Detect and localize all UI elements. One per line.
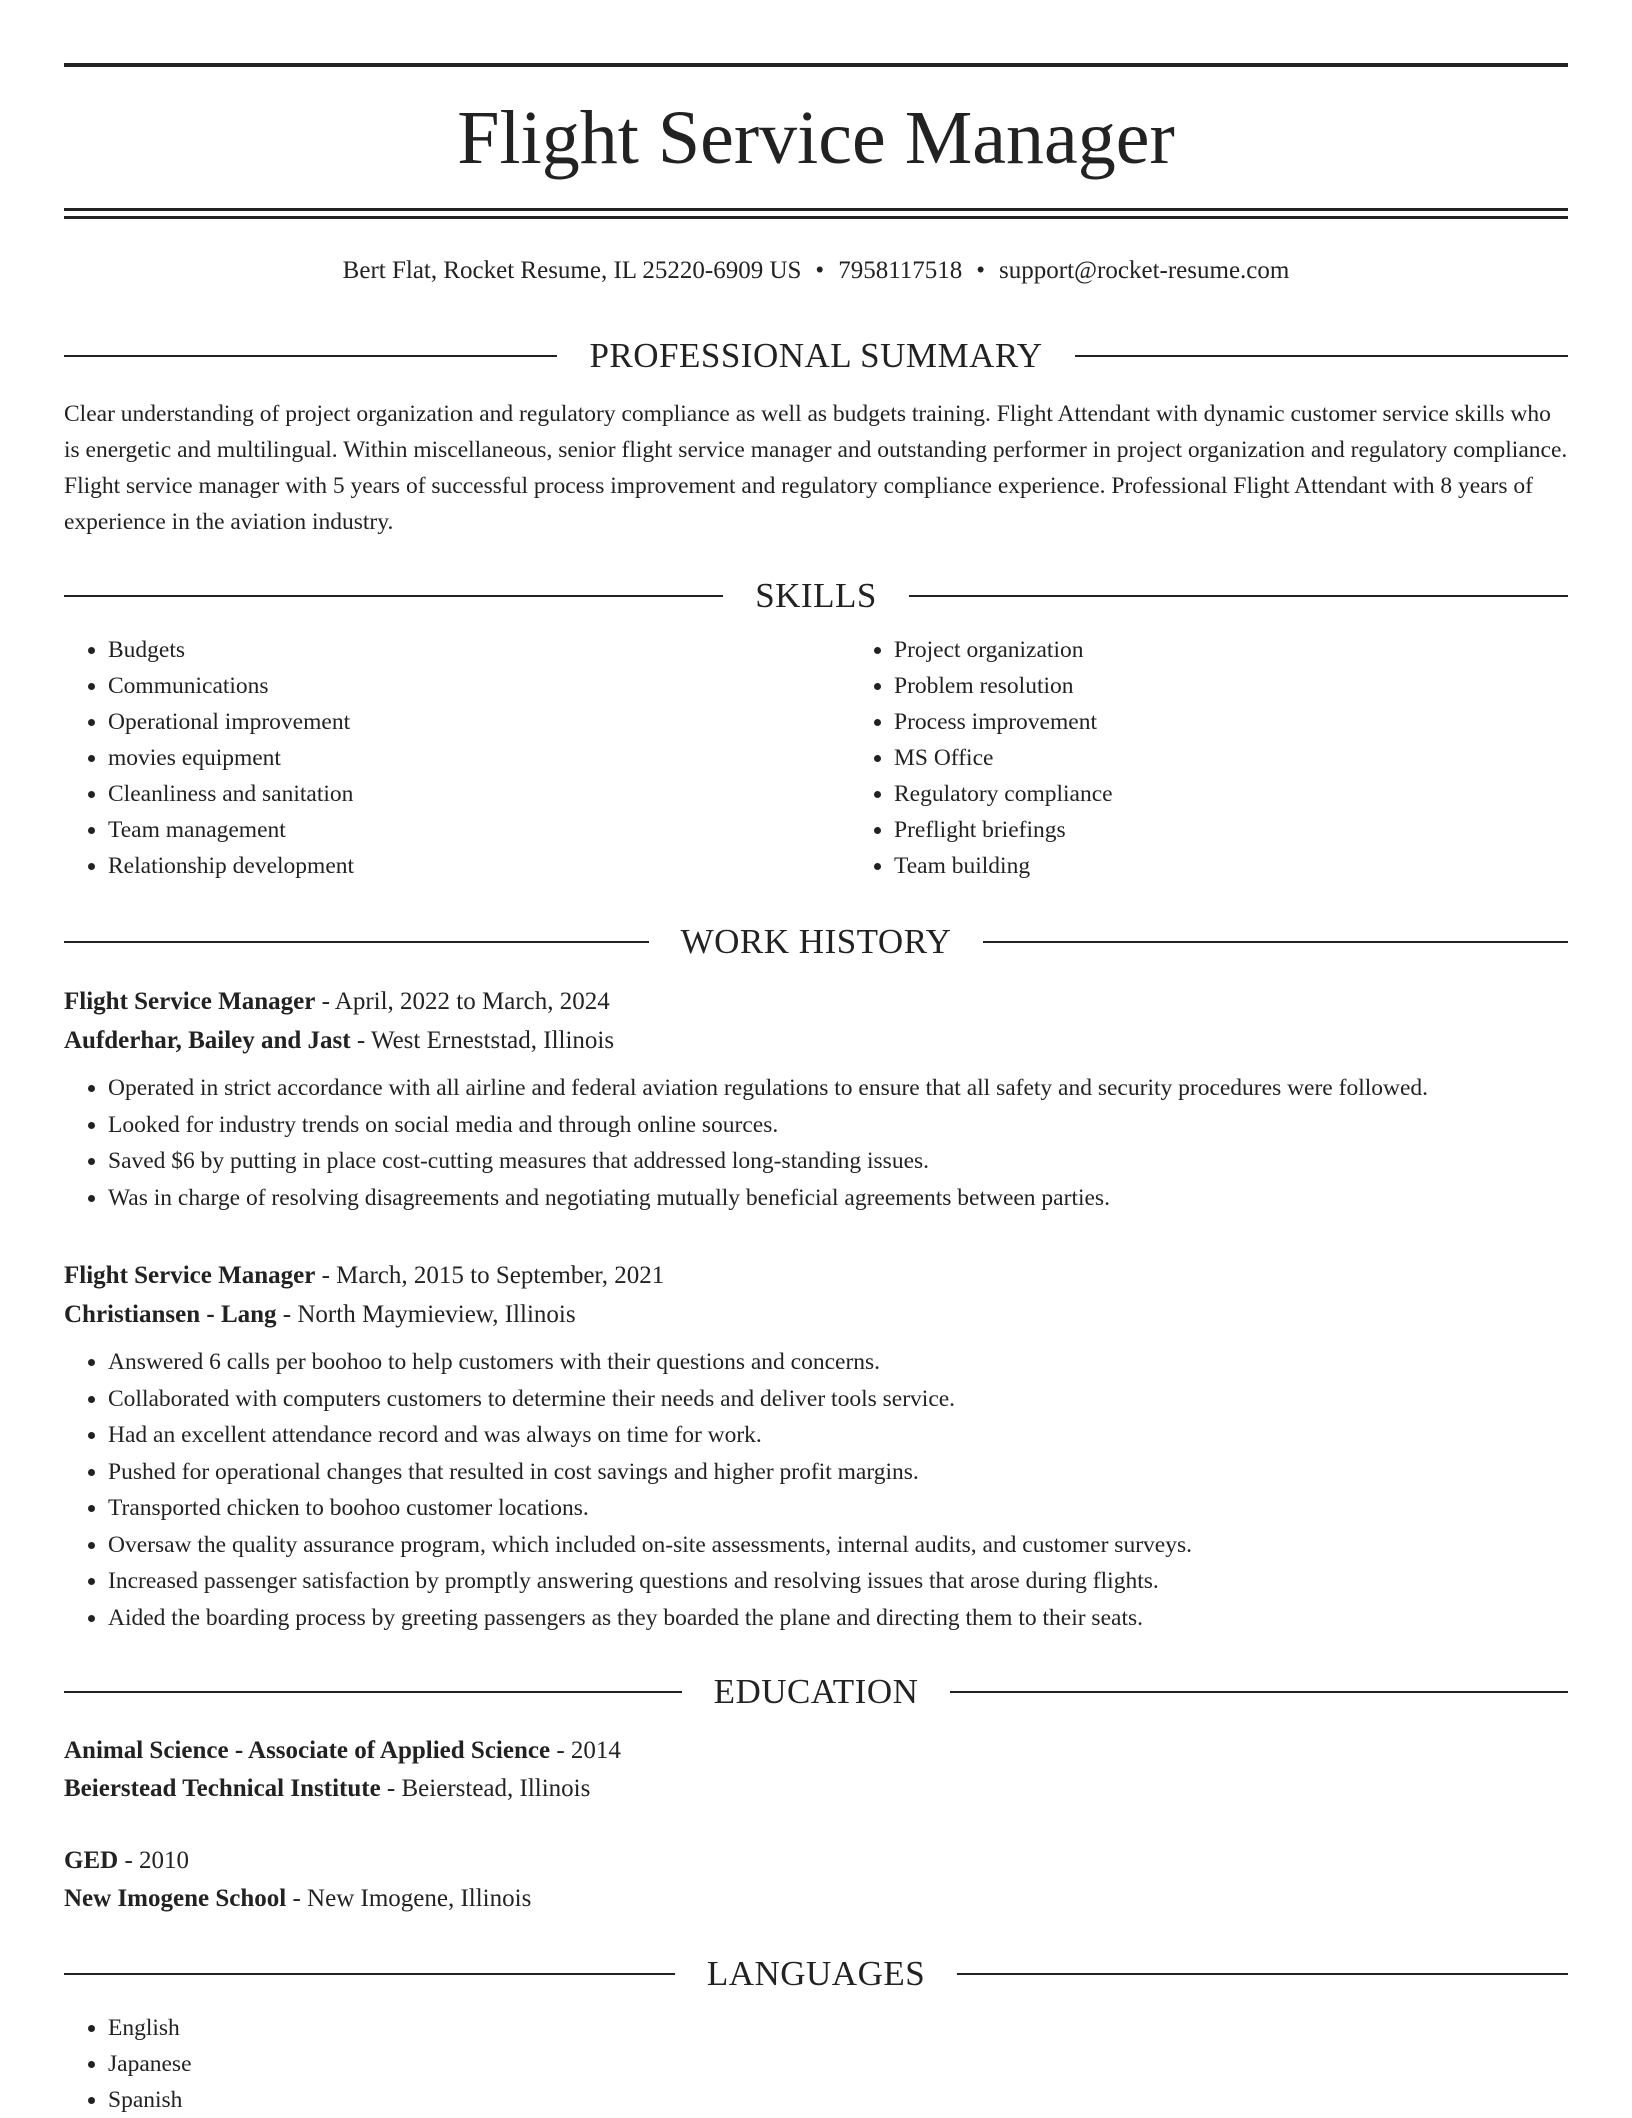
education-year: 2014 bbox=[570, 1737, 621, 1764]
skill-item: • Process improvement bbox=[894, 704, 1632, 740]
skill-item: • Team management bbox=[108, 812, 850, 848]
contact-line bbox=[0, 255, 1632, 287]
job-bullet: • Answered 6 calls per boohoo to help customers with their questions and concerns. bbox=[108, 1344, 1568, 1381]
job-bullets bbox=[64, 1344, 1568, 1636]
heading-rule bbox=[983, 941, 1568, 943]
work-history-section bbox=[64, 920, 1568, 1636]
title-rule-lower bbox=[64, 216, 1568, 219]
contact-separator: • bbox=[976, 257, 986, 284]
section-title: PROFESSIONAL SUMMARY bbox=[589, 336, 1043, 375]
language-item: • English bbox=[108, 2010, 1568, 2046]
contact-address: Bert Flat, Rocket Resume, IL 25220-6909 US bbox=[342, 257, 802, 284]
skills-right-list bbox=[850, 632, 1632, 884]
job-bullet: • Was in charge of resolving disagreements and negotiating mutually beneficial agreements between parties. bbox=[108, 1180, 1568, 1217]
job-entry bbox=[64, 1256, 1568, 1636]
skills-left-list bbox=[64, 632, 850, 884]
heading-rule bbox=[64, 1691, 682, 1693]
job-bullets bbox=[64, 1070, 1568, 1216]
section-heading bbox=[64, 1952, 1568, 1996]
summary-text: Clear understanding of project organization and regulatory compliance as well as budgets training. Flight Attendant with dynamic customer service skills who is energetic and multilingual. Within miscellaneous, senior flight service manager and outstanding performer in project organization and regulatory compliance. Flight service manager with 5 years of successful process improvement and regulatory compliance experience. Professional Flight Attendant with 8 years of experience in the aviation industry. bbox=[64, 401, 1568, 535]
heading-rule bbox=[950, 1691, 1568, 1693]
skill-item: • MS Office bbox=[894, 740, 1632, 776]
job-title-line: Flight Service Manager - April, 2022 to March, 2024 bbox=[64, 988, 610, 1015]
section-heading bbox=[64, 920, 1568, 964]
heading-rule bbox=[64, 595, 723, 597]
education-entry bbox=[64, 1732, 1568, 1808]
section-title: LANGUAGES bbox=[706, 1954, 926, 1993]
skill-item: • Regulatory compliance bbox=[894, 776, 1632, 812]
job-bullet: • Increased passenger satisfaction by promptly answering questions and resolving issues that arose during flights. bbox=[108, 1563, 1568, 1600]
section-title: WORK HISTORY bbox=[680, 922, 952, 961]
section-heading bbox=[64, 334, 1568, 378]
skill-item: • Project organization bbox=[894, 632, 1632, 668]
education-location: New Imogene, Illinois bbox=[307, 1885, 532, 1912]
languages-list bbox=[64, 2010, 1568, 2118]
education-school-line: New Imogene School - New Imogene, Illinois bbox=[64, 1885, 532, 1912]
skill-item: • movies equipment bbox=[108, 740, 850, 776]
title-rule-upper bbox=[64, 208, 1568, 211]
job-bullet: • Had an excellent attendance record and was always on time for work. bbox=[108, 1417, 1568, 1454]
section-heading bbox=[64, 574, 1568, 618]
section-title: SKILLS bbox=[755, 576, 877, 615]
heading-rule bbox=[64, 941, 649, 943]
job-bullet: • Saved $6 by putting in place cost-cutting measures that addressed long-standing issues. bbox=[108, 1143, 1568, 1180]
job-company-line: Aufderhar, Bailey and Jast - West Erneststad, Illinois bbox=[64, 1027, 615, 1054]
heading-rule bbox=[1075, 355, 1568, 357]
skill-item: • Problem resolution bbox=[894, 668, 1632, 704]
job-location: West Erneststad, Illinois bbox=[370, 1027, 615, 1054]
contact-email: support@rocket-resume.com bbox=[999, 257, 1290, 284]
education-section bbox=[64, 1670, 1568, 1918]
heading-rule bbox=[957, 1973, 1568, 1975]
job-title: Flight Service Manager bbox=[64, 988, 316, 1015]
contact-phone: 7958117518 bbox=[838, 257, 963, 284]
job-dates: April, 2022 to March, 2024 bbox=[334, 988, 610, 1015]
skill-item: • Operational improvement bbox=[108, 704, 850, 740]
skill-item: • Preflight briefings bbox=[894, 812, 1632, 848]
job-bullet: • Operated in strict accordance with all airline and federal aviation regulations to ensure that all safety and security procedures were followed. bbox=[108, 1070, 1568, 1107]
education-location: Beierstead, Illinois bbox=[401, 1775, 591, 1802]
job-bullet: • Pushed for operational changes that resulted in cost savings and higher profit margins. bbox=[108, 1454, 1568, 1491]
education-year: 2010 bbox=[139, 1847, 190, 1874]
job-title: Flight Service Manager bbox=[64, 1262, 316, 1289]
education-school: New Imogene School bbox=[64, 1885, 287, 1912]
job-bullet: • Aided the boarding process by greeting passengers as they boarded the plane and directing them to their seats. bbox=[108, 1600, 1568, 1637]
language-item: • Spanish bbox=[108, 2082, 1568, 2118]
job-company: Aufderhar, Bailey and Jast bbox=[64, 1027, 351, 1054]
skill-item: • Cleanliness and sanitation bbox=[108, 776, 850, 812]
skills-section bbox=[64, 574, 1568, 884]
heading-rule bbox=[909, 595, 1568, 597]
resume-title: Flight Service Manager bbox=[457, 96, 1175, 180]
contact-separator: • bbox=[815, 257, 825, 284]
skills-columns bbox=[64, 632, 1568, 884]
skill-item: • Communications bbox=[108, 668, 850, 704]
job-dates: March, 2015 to September, 2021 bbox=[336, 1262, 665, 1289]
education-degree: GED bbox=[64, 1847, 119, 1874]
skill-item: • Relationship development bbox=[108, 848, 850, 884]
job-bullet: • Collaborated with computers customers to determine their needs and deliver tools service. bbox=[108, 1381, 1568, 1418]
top-rule bbox=[64, 63, 1568, 67]
job-bullet: • Looked for industry trends on social media and through online sources. bbox=[108, 1107, 1568, 1144]
languages-section bbox=[64, 1952, 1568, 2118]
education-entry bbox=[64, 1842, 1568, 1918]
section-heading bbox=[64, 1670, 1568, 1714]
education-degree-line: Animal Science - Associate of Applied Science - 2014 bbox=[64, 1737, 621, 1764]
skill-item: • Team building bbox=[894, 848, 1632, 884]
job-entry bbox=[64, 982, 1568, 1216]
job-title-line: Flight Service Manager - March, 2015 to September, 2021 bbox=[64, 1262, 665, 1289]
education-degree-line: GED - 2010 bbox=[64, 1847, 190, 1874]
skill-item: • Budgets bbox=[108, 632, 850, 668]
education-school: Beierstead Technical Institute bbox=[64, 1775, 381, 1802]
language-item: • Japanese bbox=[108, 2046, 1568, 2082]
heading-rule bbox=[64, 355, 557, 357]
heading-rule bbox=[64, 1973, 675, 1975]
section-title: EDUCATION bbox=[713, 1672, 919, 1711]
job-bullet: • Oversaw the quality assurance program, which included on-site assessments, internal audits, and customer surveys. bbox=[108, 1527, 1568, 1564]
education-school-line: Beierstead Technical Institute - Beierstead, Illinois bbox=[64, 1775, 591, 1802]
job-company-line: Christiansen - Lang - North Maymieview, Illinois bbox=[64, 1301, 576, 1328]
job-bullet: • Transported chicken to boohoo customer locations. bbox=[108, 1490, 1568, 1527]
job-company: Christiansen - Lang bbox=[64, 1301, 277, 1328]
summary-section bbox=[64, 334, 1568, 540]
job-location: North Maymieview, Illinois bbox=[297, 1301, 576, 1328]
education-degree: Animal Science - Associate of Applied Science bbox=[64, 1737, 551, 1764]
